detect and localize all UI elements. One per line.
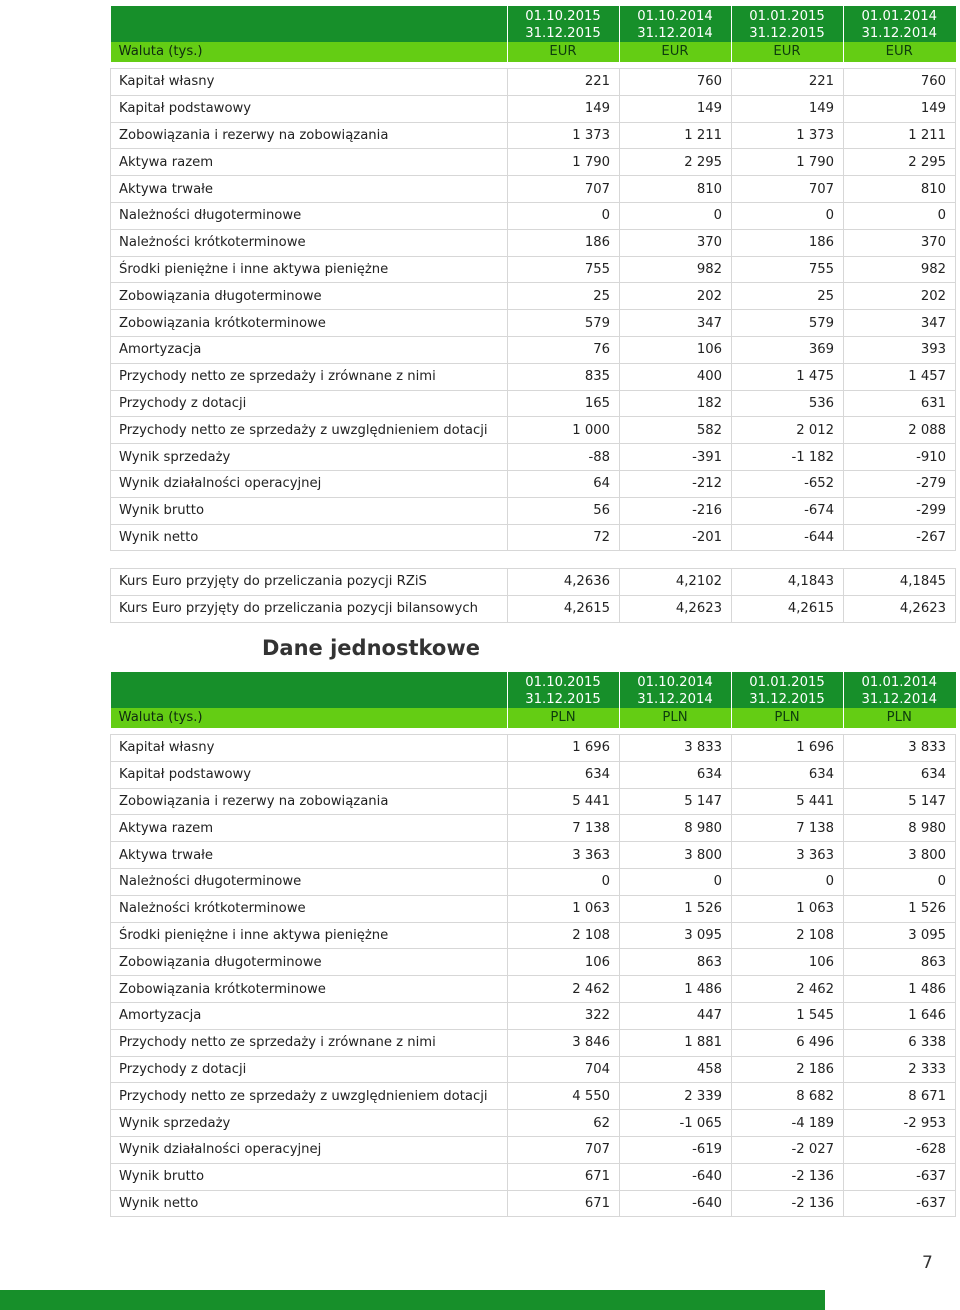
- value-cell: 56: [508, 497, 620, 524]
- row-label: Wynik netto: [111, 524, 508, 551]
- standalone-table: [110, 672, 956, 1217]
- row-label: Aktywa trwałe: [111, 176, 508, 203]
- period-header-row: [111, 672, 956, 708]
- value-cell: 2 295: [844, 149, 956, 176]
- value-cell: 3 363: [508, 842, 620, 869]
- value-cell: 671: [508, 1190, 620, 1217]
- value-cell: 3 800: [620, 842, 732, 869]
- value-cell: -279: [844, 470, 956, 497]
- exchange-rates-table: [110, 568, 956, 623]
- value-cell: 3 363: [732, 842, 844, 869]
- value-cell: -2 136: [732, 1190, 844, 1217]
- row-label: Zobowiązania krótkoterminowe: [111, 976, 508, 1003]
- value-cell: 2 088: [844, 417, 956, 444]
- row-label: Kurs Euro przyjęty do przeliczania pozycji RZiS: [111, 569, 508, 596]
- value-cell: -910: [844, 444, 956, 471]
- value-cell: 755: [508, 256, 620, 283]
- value-cell: 2 186: [732, 1056, 844, 1083]
- value-cell: 4,2623: [844, 595, 956, 622]
- value-cell: -644: [732, 524, 844, 551]
- row-label: Aktywa razem: [111, 149, 508, 176]
- value-cell: 4,1845: [844, 569, 956, 596]
- value-cell: 106: [620, 336, 732, 363]
- table-row: [111, 1029, 956, 1056]
- table-row: [111, 363, 956, 390]
- row-label: Należności krótkoterminowe: [111, 895, 508, 922]
- row-label: Wynik brutto: [111, 1163, 508, 1190]
- value-cell: 0: [844, 868, 956, 895]
- value-cell: 863: [844, 949, 956, 976]
- value-cell: 106: [732, 949, 844, 976]
- value-cell: 3 833: [620, 735, 732, 762]
- value-cell: 1 526: [844, 895, 956, 922]
- value-cell: 347: [844, 310, 956, 337]
- value-cell: -628: [844, 1136, 956, 1163]
- period-header: 01.10.2014 31.12.2014: [620, 672, 732, 708]
- table-row: [111, 390, 956, 417]
- value-cell: 1 486: [620, 976, 732, 1003]
- value-cell: 634: [620, 761, 732, 788]
- period-header: 01.01.2014 31.12.2014: [844, 672, 956, 708]
- currency-cell: PLN: [844, 708, 956, 728]
- table-row: [111, 417, 956, 444]
- row-label: Wynik sprzedaży: [111, 1110, 508, 1137]
- footer-bar: [0, 1290, 825, 1310]
- value-cell: 631: [844, 390, 956, 417]
- value-cell: -1 065: [620, 1110, 732, 1137]
- value-cell: 835: [508, 363, 620, 390]
- value-cell: -216: [620, 497, 732, 524]
- period-header: 01.10.2015 31.12.2015: [508, 672, 620, 708]
- table-row: [111, 815, 956, 842]
- currency-cell: EUR: [844, 42, 956, 62]
- value-cell: 0: [620, 202, 732, 229]
- value-cell: 2 462: [732, 976, 844, 1003]
- table-row: [111, 336, 956, 363]
- value-cell: 810: [620, 176, 732, 203]
- table-row: [111, 1110, 956, 1137]
- value-cell: 2 333: [844, 1056, 956, 1083]
- table-row: [111, 283, 956, 310]
- row-label: Zobowiązania długoterminowe: [111, 949, 508, 976]
- value-cell: 400: [620, 363, 732, 390]
- value-cell: 1 211: [844, 122, 956, 149]
- row-label: Zobowiązania i rezerwy na zobowiązania: [111, 788, 508, 815]
- value-cell: 0: [508, 868, 620, 895]
- row-label: Wynik działalności operacyjnej: [111, 1136, 508, 1163]
- table-row: [111, 842, 956, 869]
- table-row: [111, 895, 956, 922]
- value-cell: 707: [508, 176, 620, 203]
- value-cell: 72: [508, 524, 620, 551]
- value-cell: 25: [732, 283, 844, 310]
- row-label: Kapitał podstawowy: [111, 95, 508, 122]
- table-row: [111, 202, 956, 229]
- value-cell: 25: [508, 283, 620, 310]
- row-label: Przychody z dotacji: [111, 390, 508, 417]
- value-cell: 347: [620, 310, 732, 337]
- value-cell: 863: [620, 949, 732, 976]
- currency-label: Waluta (tys.): [111, 708, 508, 728]
- table-row: [111, 95, 956, 122]
- currency-label: Waluta (tys.): [111, 42, 508, 62]
- value-cell: 62: [508, 1110, 620, 1137]
- value-cell: 1 646: [844, 1002, 956, 1029]
- value-cell: 1 000: [508, 417, 620, 444]
- value-cell: -1 182: [732, 444, 844, 471]
- value-cell: 369: [732, 336, 844, 363]
- value-cell: 634: [844, 761, 956, 788]
- currency-header-row: [111, 42, 956, 62]
- value-cell: 755: [732, 256, 844, 283]
- value-cell: 707: [508, 1136, 620, 1163]
- value-cell: 0: [732, 202, 844, 229]
- value-cell: 1 696: [732, 735, 844, 762]
- value-cell: 1 790: [732, 149, 844, 176]
- table-row: [111, 524, 956, 551]
- row-label: Kapitał własny: [111, 735, 508, 762]
- value-cell: 370: [844, 229, 956, 256]
- value-cell: 536: [732, 390, 844, 417]
- value-cell: 202: [844, 283, 956, 310]
- value-cell: 1 526: [620, 895, 732, 922]
- value-cell: 1 486: [844, 976, 956, 1003]
- value-cell: 671: [508, 1163, 620, 1190]
- value-cell: -652: [732, 470, 844, 497]
- value-cell: 165: [508, 390, 620, 417]
- value-cell: -637: [844, 1190, 956, 1217]
- row-label: Wynik działalności operacyjnej: [111, 470, 508, 497]
- value-cell: 3 095: [844, 922, 956, 949]
- row-label: Wynik brutto: [111, 497, 508, 524]
- value-cell: 8 980: [620, 815, 732, 842]
- row-label: Amortyzacja: [111, 1002, 508, 1029]
- value-cell: 1 063: [508, 895, 620, 922]
- value-cell: 4,1843: [732, 569, 844, 596]
- value-cell: 149: [844, 95, 956, 122]
- value-cell: 582: [620, 417, 732, 444]
- value-cell: 0: [508, 202, 620, 229]
- value-cell: 8 671: [844, 1083, 956, 1110]
- value-cell: 8 682: [732, 1083, 844, 1110]
- row-label: Kapitał podstawowy: [111, 761, 508, 788]
- value-cell: 1 696: [508, 735, 620, 762]
- value-cell: 4 550: [508, 1083, 620, 1110]
- value-cell: 2 295: [620, 149, 732, 176]
- table-row: [111, 1056, 956, 1083]
- consolidated-table: [110, 6, 956, 551]
- value-cell: -640: [620, 1190, 732, 1217]
- row-label: Zobowiązania i rezerwy na zobowiązania: [111, 122, 508, 149]
- table-row: [111, 256, 956, 283]
- table-row: [111, 122, 956, 149]
- row-label: Zobowiązania długoterminowe: [111, 283, 508, 310]
- table-row: [111, 868, 956, 895]
- value-cell: 810: [844, 176, 956, 203]
- period-header: 01.01.2015 31.12.2015: [732, 672, 844, 708]
- row-label: Przychody netto ze sprzedaży i zrównane z nimi: [111, 363, 508, 390]
- value-cell: 4,2636: [508, 569, 620, 596]
- value-cell: 186: [732, 229, 844, 256]
- table-row: [111, 229, 956, 256]
- period-header: 01.10.2014 31.12.2014: [620, 6, 732, 42]
- value-cell: -212: [620, 470, 732, 497]
- value-cell: 760: [620, 69, 732, 96]
- currency-cell: EUR: [732, 42, 844, 62]
- row-label: Aktywa trwałe: [111, 842, 508, 869]
- value-cell: 982: [844, 256, 956, 283]
- value-cell: -674: [732, 497, 844, 524]
- value-cell: 1 063: [732, 895, 844, 922]
- period-header: 01.01.2014 31.12.2014: [844, 6, 956, 42]
- value-cell: 0: [620, 868, 732, 895]
- value-cell: 634: [732, 761, 844, 788]
- value-cell: 5 147: [620, 788, 732, 815]
- value-cell: 982: [620, 256, 732, 283]
- value-cell: 4,2102: [620, 569, 732, 596]
- row-label: Wynik netto: [111, 1190, 508, 1217]
- currency-cell: EUR: [620, 42, 732, 62]
- value-cell: -2 953: [844, 1110, 956, 1137]
- header-blank-cell: [111, 672, 508, 708]
- value-cell: 1 881: [620, 1029, 732, 1056]
- row-label: Przychody netto ze sprzedaży i zrównane z nimi: [111, 1029, 508, 1056]
- value-cell: 149: [732, 95, 844, 122]
- value-cell: 2 108: [508, 922, 620, 949]
- currency-cell: PLN: [508, 708, 620, 728]
- value-cell: 3 833: [844, 735, 956, 762]
- table-row: [111, 949, 956, 976]
- value-cell: 322: [508, 1002, 620, 1029]
- table-row: [111, 1083, 956, 1110]
- period-header-row: [111, 6, 956, 42]
- value-cell: 2 012: [732, 417, 844, 444]
- value-cell: 579: [508, 310, 620, 337]
- value-cell: -267: [844, 524, 956, 551]
- value-cell: 6 496: [732, 1029, 844, 1056]
- currency-cell: PLN: [620, 708, 732, 728]
- value-cell: 182: [620, 390, 732, 417]
- table-row: [111, 569, 956, 596]
- row-label: Środki pieniężne i inne aktywa pieniężne: [111, 922, 508, 949]
- value-cell: 6 338: [844, 1029, 956, 1056]
- value-cell: 1 457: [844, 363, 956, 390]
- value-cell: 221: [732, 69, 844, 96]
- value-cell: 202: [620, 283, 732, 310]
- page-number: 7: [922, 1253, 933, 1273]
- currency-cell: PLN: [732, 708, 844, 728]
- table-row: [111, 149, 956, 176]
- value-cell: 0: [732, 868, 844, 895]
- period-header: 01.10.2015 31.12.2015: [508, 6, 620, 42]
- table-row: [111, 497, 956, 524]
- value-cell: 1 790: [508, 149, 620, 176]
- section-title: Dane jednostkowe: [262, 636, 480, 660]
- row-label: Kurs Euro przyjęty do przeliczania pozycji bilansowych: [111, 595, 508, 622]
- value-cell: -201: [620, 524, 732, 551]
- value-cell: 5 441: [508, 788, 620, 815]
- table-row: [111, 1190, 956, 1217]
- value-cell: 149: [620, 95, 732, 122]
- value-cell: -640: [620, 1163, 732, 1190]
- row-label: Przychody z dotacji: [111, 1056, 508, 1083]
- row-label: Środki pieniężne i inne aktywa pieniężne: [111, 256, 508, 283]
- value-cell: 5 147: [844, 788, 956, 815]
- value-cell: 76: [508, 336, 620, 363]
- value-cell: 458: [620, 1056, 732, 1083]
- value-cell: -391: [620, 444, 732, 471]
- value-cell: -637: [844, 1163, 956, 1190]
- value-cell: 3 800: [844, 842, 956, 869]
- row-label: Należności krótkoterminowe: [111, 229, 508, 256]
- value-cell: 186: [508, 229, 620, 256]
- value-cell: 3 095: [620, 922, 732, 949]
- table-row: [111, 69, 956, 96]
- table-row: [111, 735, 956, 762]
- value-cell: 4,2623: [620, 595, 732, 622]
- value-cell: 3 846: [508, 1029, 620, 1056]
- row-label: Należności długoterminowe: [111, 202, 508, 229]
- table-row: [111, 1136, 956, 1163]
- table-row: [111, 761, 956, 788]
- value-cell: 149: [508, 95, 620, 122]
- value-cell: -619: [620, 1136, 732, 1163]
- value-cell: 7 138: [732, 815, 844, 842]
- value-cell: 1 475: [732, 363, 844, 390]
- value-cell: -2 027: [732, 1136, 844, 1163]
- table-row: [111, 976, 956, 1003]
- currency-header-row: [111, 708, 956, 728]
- value-cell: 1 545: [732, 1002, 844, 1029]
- value-cell: 0: [844, 202, 956, 229]
- value-cell: 760: [844, 69, 956, 96]
- row-label: Wynik sprzedaży: [111, 444, 508, 471]
- value-cell: 64: [508, 470, 620, 497]
- value-cell: 707: [732, 176, 844, 203]
- table-row: [111, 1002, 956, 1029]
- row-label: Przychody netto ze sprzedaży z uwzględnieniem dotacji: [111, 417, 508, 444]
- row-label: Zobowiązania krótkoterminowe: [111, 310, 508, 337]
- value-cell: 2 108: [732, 922, 844, 949]
- value-cell: 1 373: [732, 122, 844, 149]
- value-cell: 1 373: [508, 122, 620, 149]
- value-cell: 447: [620, 1002, 732, 1029]
- row-label: Przychody netto ze sprzedaży z uwzględnieniem dotacji: [111, 1083, 508, 1110]
- value-cell: 370: [620, 229, 732, 256]
- value-cell: 4,2615: [732, 595, 844, 622]
- value-cell: 2 339: [620, 1083, 732, 1110]
- table-row: [111, 788, 956, 815]
- value-cell: 106: [508, 949, 620, 976]
- row-label: Amortyzacja: [111, 336, 508, 363]
- table-row: [111, 176, 956, 203]
- period-header: 01.01.2015 31.12.2015: [732, 6, 844, 42]
- row-label: Aktywa razem: [111, 815, 508, 842]
- value-cell: 2 462: [508, 976, 620, 1003]
- value-cell: 7 138: [508, 815, 620, 842]
- value-cell: 8 980: [844, 815, 956, 842]
- value-cell: -88: [508, 444, 620, 471]
- table-row: [111, 922, 956, 949]
- value-cell: 5 441: [732, 788, 844, 815]
- value-cell: 4,2615: [508, 595, 620, 622]
- table-row: [111, 444, 956, 471]
- table-row: [111, 470, 956, 497]
- value-cell: 1 211: [620, 122, 732, 149]
- value-cell: 579: [732, 310, 844, 337]
- table-row: [111, 1163, 956, 1190]
- row-label: Kapitał własny: [111, 69, 508, 96]
- value-cell: 393: [844, 336, 956, 363]
- value-cell: 634: [508, 761, 620, 788]
- value-cell: -2 136: [732, 1163, 844, 1190]
- value-cell: 704: [508, 1056, 620, 1083]
- table-row: [111, 595, 956, 622]
- value-cell: -299: [844, 497, 956, 524]
- row-label: Należności długoterminowe: [111, 868, 508, 895]
- header-blank-cell: [111, 6, 508, 42]
- table-row: [111, 310, 956, 337]
- value-cell: 221: [508, 69, 620, 96]
- currency-cell: EUR: [508, 42, 620, 62]
- value-cell: -4 189: [732, 1110, 844, 1137]
